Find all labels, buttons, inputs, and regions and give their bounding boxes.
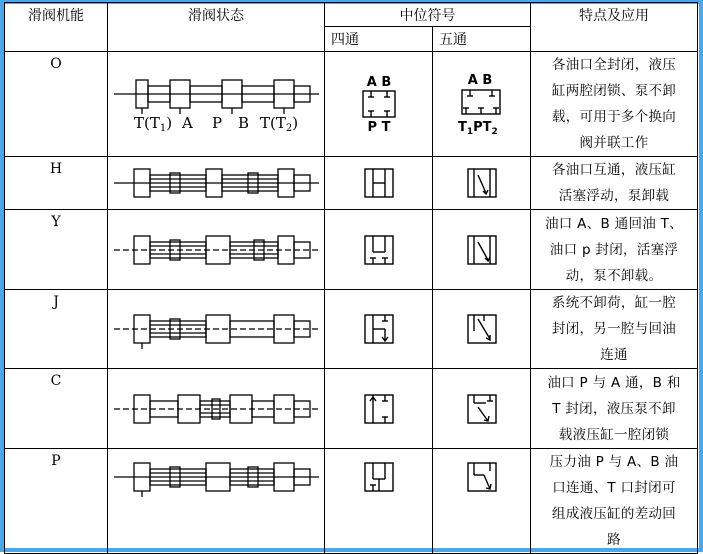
- table-row: [5, 449, 698, 554]
- svg-text:B: B: [237, 114, 249, 132]
- spool-j-diagram: [114, 307, 319, 351]
- svg-text:A B: A B: [467, 73, 492, 88]
- four-way-symbol: [325, 369, 433, 449]
- spool-diagram: [108, 449, 325, 554]
- spool-c-diagram: [114, 387, 319, 431]
- header-symbol: 中位符号: [325, 3, 531, 27]
- function-code: H: [5, 157, 108, 210]
- function-code: P: [5, 449, 108, 554]
- spool-p-diagram: [114, 455, 319, 499]
- symbol-c-5way: [462, 391, 502, 427]
- header-state: 滑阀状态: [108, 3, 325, 52]
- spool-diagram: [108, 52, 325, 157]
- feature-text: 系统不卸荷，缸一腔 封闭，另一腔与回油 连通: [531, 290, 698, 369]
- spool-y-diagram: [114, 230, 319, 270]
- table-row: [5, 52, 698, 157]
- symbol-y-5way: [462, 232, 502, 268]
- feature-text: 各油口全封闭，液压 缸两腔闭锁、泵不卸 载，可用于多个换向 阀并联工作: [531, 52, 698, 157]
- feature-text: 油口 P 与 A 通，B 和 T 封闭，液压泵不卸 载液压缸一腔闭锁: [531, 369, 698, 449]
- five-way-symbol: [433, 210, 531, 290]
- four-way-symbol: [325, 210, 433, 290]
- symbol-o-5way: [452, 70, 512, 138]
- five-way-symbol: [433, 52, 531, 157]
- table-row: [5, 210, 698, 290]
- function-code: O: [5, 52, 108, 157]
- four-way-symbol: [325, 449, 433, 554]
- symbol-h-5way: [462, 165, 502, 201]
- table-row: [5, 369, 698, 449]
- symbol-o-4way: [349, 72, 409, 136]
- symbol-c-4way: [359, 391, 399, 427]
- svg-text:P: P: [211, 114, 222, 132]
- slide-valve-function-table: [4, 2, 698, 554]
- symbol-j-4way: [359, 311, 399, 347]
- spool-diagram: [108, 210, 325, 290]
- spool-diagram: [108, 157, 325, 210]
- five-way-symbol: [433, 369, 531, 449]
- four-way-symbol: [325, 157, 433, 210]
- spool-diagram: [108, 290, 325, 369]
- function-code: Y: [5, 210, 108, 290]
- header-five-way: 五通: [433, 27, 531, 52]
- symbol-y-4way: [359, 232, 399, 268]
- table-row: [5, 157, 698, 210]
- four-way-symbol: [325, 290, 433, 369]
- svg-text:T(T1): $T(T_1)$: [133, 114, 172, 134]
- svg-text:T(T2): $T(T_2)$: [259, 114, 298, 134]
- five-way-symbol: [433, 449, 531, 554]
- svg-text:P T: P T: [367, 120, 390, 135]
- feature-text: 压力油 P 与 A、B 油 口连通、T 口封闭可 组成液压缸的差动回 路: [531, 449, 698, 554]
- symbol-p-4way: [359, 459, 399, 495]
- symbol-p-5way: [462, 459, 502, 495]
- header-function: 滑阀机能: [5, 3, 108, 52]
- symbol-j-5way: [462, 311, 502, 347]
- svg-text:A: A: [181, 114, 193, 132]
- symbol-h-4way: [359, 165, 399, 201]
- five-way-symbol: [433, 290, 531, 369]
- spool-o-diagram: [114, 74, 319, 134]
- header-four-way: 四通: [325, 27, 433, 52]
- table-row: [5, 290, 698, 369]
- svg-text:A B: A B: [366, 75, 391, 90]
- function-code: J: [5, 290, 108, 369]
- four-way-symbol: [325, 52, 433, 157]
- feature-text: 各油口互通，液压缸 活塞浮动，泵卸载: [531, 157, 698, 210]
- feature-text: 油口 A、B 通回油 T、 油口 p 封闭，活塞浮 动，泵不卸载。: [531, 210, 698, 290]
- spool-h-diagram: [114, 163, 319, 203]
- five-way-symbol: [433, 157, 531, 210]
- function-code: C: [5, 369, 108, 449]
- spool-diagram: [108, 369, 325, 449]
- header-features: 特点及应用: [531, 3, 698, 52]
- svg-text:T1PT2: $T_1PT_2$: [457, 120, 498, 137]
